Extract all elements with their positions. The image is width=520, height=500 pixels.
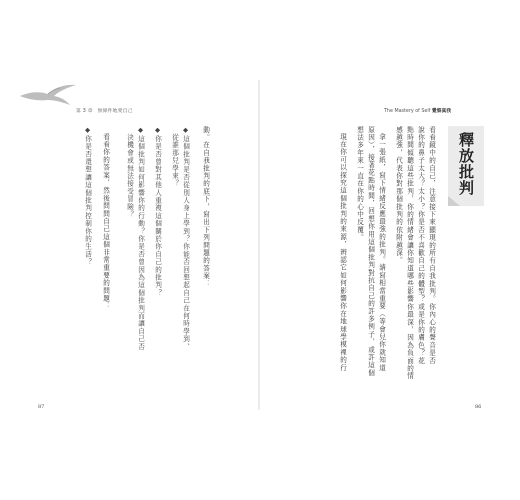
- book-title-zh: 覺察真我: [431, 109, 452, 114]
- book-title-en: The Mastery of Self: [384, 109, 431, 114]
- book-title-header: [384, 107, 451, 114]
- body-column-8: 現在你可以探究這個批判的來源，辨認它如何影響你在地球學模裡的行: [338, 133, 347, 372]
- page-number-left: 87: [38, 404, 45, 410]
- question-3: ◆這個批判如何影響你的行動？你是否曾因為這個批判而讓自己否: [136, 126, 145, 351]
- question-1: ◆這個批判是否從別人身上學到？你能否回想起自己在何時學到、: [181, 126, 190, 351]
- body-column-1: 看看鏡中的自己，注意接下來顯現的所有自我批判。你內心的聲音是否: [427, 126, 436, 365]
- closing-question: ◆你是否還想讓這個批判控制你的生活？: [83, 126, 92, 266]
- body-column-2: 說你的鼻子太大？太小？你是否不喜歡自己的體型？或是你的膚色？花: [416, 126, 425, 365]
- question-3-cont: 決機會或無法接受冒險？: [125, 126, 134, 219]
- question-2: ◆你是否曾對其他人重複這個關於你自己的批判？: [153, 126, 162, 297]
- body-column-3: 點時間傾聽這些批判，你的情緒會讓你知道哪些影響你最深，因為負面的情: [405, 126, 414, 381]
- body-column-4: 感越強，代表你對那個批判的依附越深。: [394, 126, 403, 265]
- page-number-right: 86: [475, 404, 482, 410]
- body-column-6: 原因），接著花點時間，回想你用這個批判對抗自己的許多例子，或許這個: [366, 126, 375, 377]
- body-column-7: 想法多年來一直在你的心中反覆。: [355, 126, 364, 242]
- chapter-header: 第 3 章 無條件地愛自己: [76, 109, 133, 114]
- section-title: 釋放批判: [457, 132, 475, 196]
- question-1-cont: 從誰那兒學來？: [170, 126, 179, 188]
- closing-text: 看看你的答案，然後問問自己這個非常重要的問題：: [101, 133, 110, 311]
- body-column-5: 拿一張紙，寫下情緒反應最強的批判。請寫相當重要（等會兒你就知道: [377, 133, 386, 372]
- page-gutter: [258, 80, 260, 410]
- swallow-bird-icon: [18, 82, 78, 108]
- body-column-9: 動。在自我批判的底下，寫出下列問題的答案：: [201, 126, 210, 288]
